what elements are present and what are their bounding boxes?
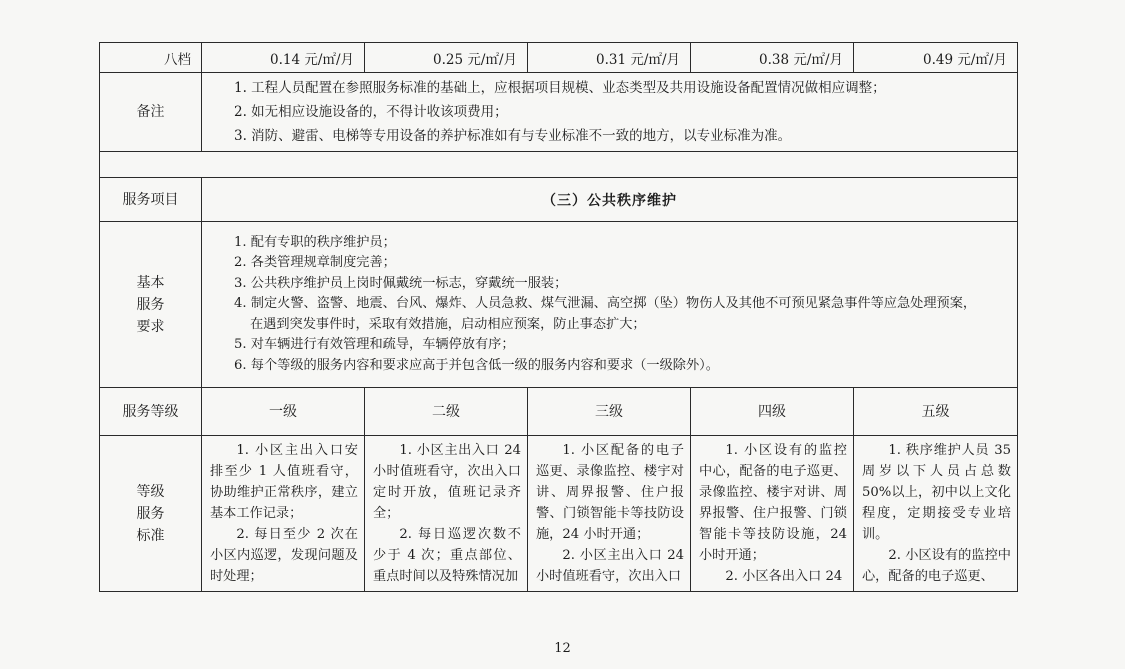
spacer-row — [100, 152, 1018, 178]
fee-value-3: 0.31 元/㎡/月 — [528, 43, 691, 73]
level-standards-label — [100, 436, 202, 592]
basic-label-line-3: 要求 — [136, 318, 165, 335]
level-4-standard — [691, 436, 854, 592]
requirement-line-1: 1. 配有专职的秩序维护员； — [234, 235, 396, 251]
requirement-line-3: 3. 公共秩序维护员上岗时佩戴统一标志，穿戴统一服装； — [234, 275, 568, 291]
level-5-header: 五级 — [854, 388, 1018, 436]
service-item-title: （三）公共秩序维护 — [202, 178, 1018, 222]
basic-requirements-content — [202, 222, 1018, 388]
level-4-header: 四级 — [691, 388, 854, 436]
requirement-line-4-cont: 在遇到突发事件时，采取有效措施，启动相应预案，防止事态扩大； — [250, 316, 646, 332]
std-label-line-1: 等级 — [136, 483, 165, 500]
level-1-item-1: 1. 小区主出入口安排至少 1 人值班看守，协助维护正常秩序，建立基本工作记录； — [210, 443, 358, 521]
fee-value-5: 0.49 元/㎡/月 — [854, 43, 1018, 73]
requirement-line-6: 6. 每个等级的服务内容和要求应高于并包含低一级的服务内容和要求（一级除外）。 — [234, 357, 719, 373]
remarks-line-3: 3. 消防、避雷、电梯等专用设备的养护标准如有与专业标准不一致的地方，以专业标准为准。 — [234, 128, 792, 144]
level-5-item-2: 2. 小区设有的监控中心，配备的电子巡更、 — [862, 548, 1011, 584]
std-label-line-3: 标准 — [136, 527, 165, 544]
fee-value-4: 0.38 元/㎡/月 — [691, 43, 854, 73]
level-5-item-1: 1. 秩序维护人员 35 周岁以下人员占总数 50%以上，初中以上文化程度，定期接受专业培训。 — [862, 443, 1011, 542]
level-1-header: 一级 — [202, 388, 365, 436]
level-3-item-2: 2. 小区主出入口 24 小时值班看守，次出入口 — [536, 548, 684, 584]
basic-label-line-2: 服务 — [136, 296, 165, 313]
level-4-item-1: 1. 小区设有的监控中心，配备的电子巡更、录像监控、楼宇对讲、周界报警、住户报警、门锁智能卡等技防设施，24 小时开通； — [699, 443, 847, 563]
requirement-line-2: 2. 各类管理规章制度完善； — [234, 255, 396, 271]
basic-requirements-row — [100, 222, 1018, 388]
level-3-header: 三级 — [528, 388, 691, 436]
fee-row-label: 八档 — [100, 43, 202, 73]
fee-value-1: 0.14 元/㎡/月 — [202, 43, 365, 73]
remarks-content — [202, 73, 1018, 152]
requirement-line-5: 5. 对车辆进行有效管理和疏导，车辆停放有序； — [234, 337, 515, 353]
fee-row — [100, 43, 1018, 73]
basic-label-line-1: 基本 — [136, 274, 165, 291]
remarks-row — [100, 73, 1018, 152]
level-2-standard — [365, 436, 528, 592]
level-2-item-2: 2. 每日巡逻次数不少于 4 次；重点部位、重点时间以及特殊情况加 — [373, 527, 521, 584]
service-levels-row — [100, 388, 1018, 436]
spacer-cell — [100, 152, 1018, 178]
service-standard-table — [99, 42, 1018, 592]
remarks-line-1: 1. 工程人员配置在参照服务标准的基础上，应根据项目规模、业态类型及共用设施设备配置情况做相应调整； — [234, 80, 886, 96]
service-item-label: 服务项目 — [100, 178, 202, 222]
fee-value-2: 0.25 元/㎡/月 — [365, 43, 528, 73]
service-levels-label: 服务等级 — [100, 388, 202, 436]
level-1-item-2: 2. 每日至少 2 次在小区内巡逻，发现问题及时处理； — [210, 527, 358, 584]
level-5-standard — [854, 436, 1018, 592]
level-2-header: 二级 — [365, 388, 528, 436]
service-item-row — [100, 178, 1018, 222]
basic-requirements-label — [100, 222, 202, 388]
level-1-standard — [202, 436, 365, 592]
level-standards-row — [100, 436, 1018, 592]
level-3-item-1: 1. 小区配备的电子巡更、录像监控、楼宇对讲、周界报警、住户报警、门锁智能卡等技防设施，24 小时开通； — [536, 443, 684, 542]
level-4-item-2: 2. 小区各出入口 24 — [725, 569, 843, 584]
remarks-line-2: 2. 如无相应设施设备的，不得计收该项费用； — [234, 104, 508, 120]
requirement-line-4: 4. 制定火警、盗警、地震、台风、爆炸、人员急救、煤气泄漏、高空掷（坠）物伤人及其他不可预见紧急事件等应急处理预案， — [234, 296, 977, 312]
page-number: 12 — [554, 641, 571, 656]
remarks-label: 备注 — [100, 73, 202, 152]
std-label-line-2: 服务 — [136, 505, 165, 522]
level-3-standard — [528, 436, 691, 592]
level-2-item-1: 1. 小区主出入口 24 小时值班看守，次出入口定时开放，值班记录齐全； — [373, 443, 521, 521]
